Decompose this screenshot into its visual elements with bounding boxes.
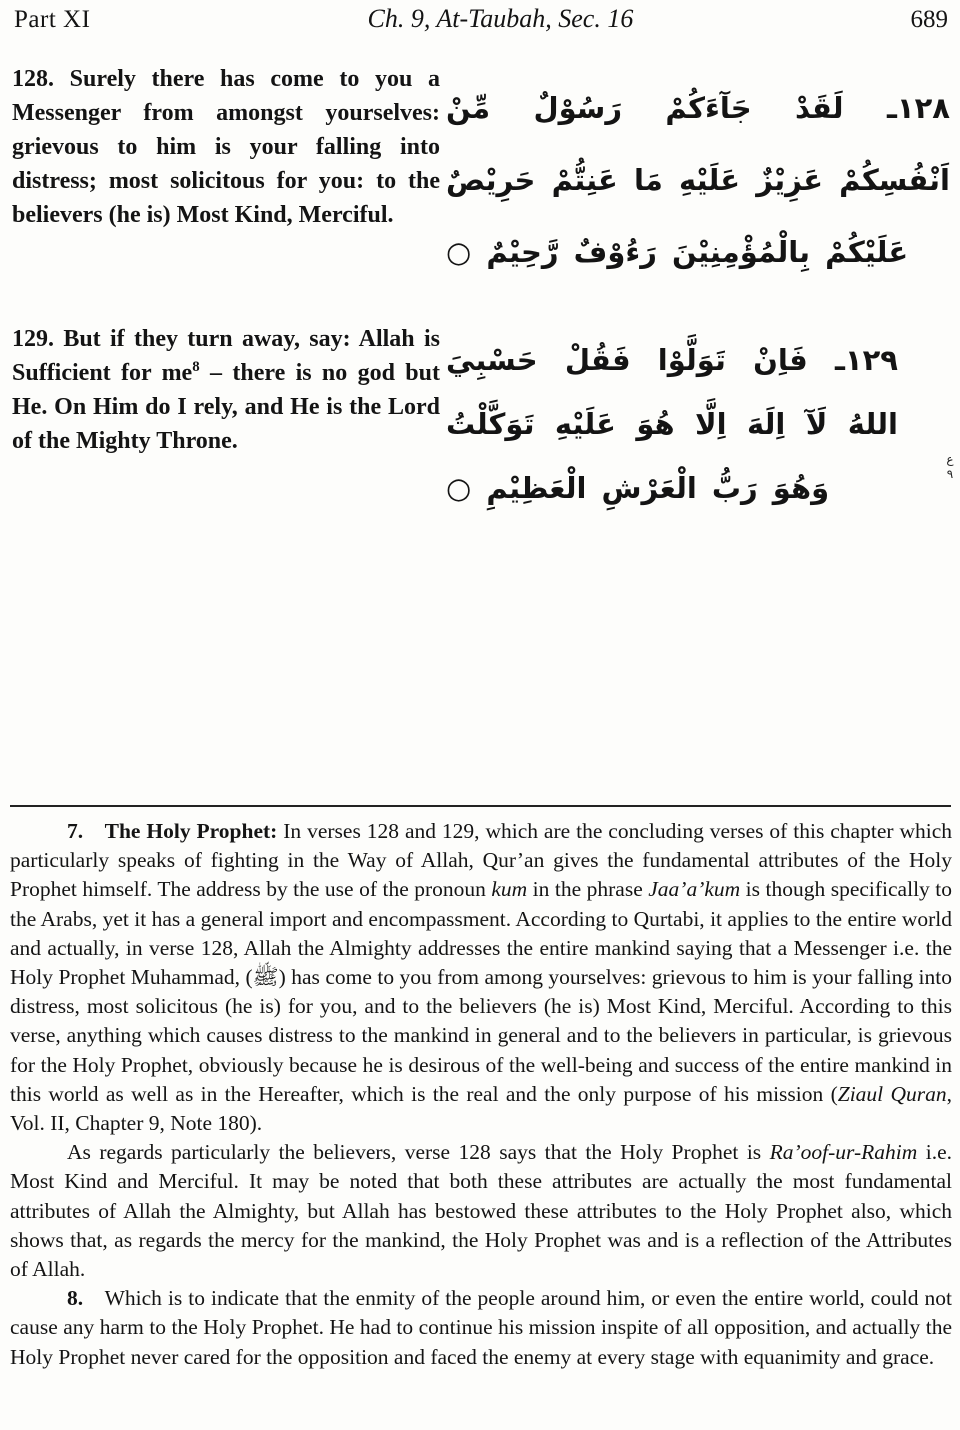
verse-129-arabic: ١٢٩ـ فَاِنْ تَوَلَّوْا فَقُلْ حَسْبِيَ اللهُ لَآ اِلَهَ اِلَّا هُوَ عَلَيْهِ تَوَكَّلْتُ وَهُوَ رَبُّ الْعَرْشِ الْعَظِيْمِ ○ (446, 343, 898, 505)
footnote-divider (10, 805, 951, 807)
ruku-margin-marker (942, 452, 958, 482)
page-number: 689 (910, 6, 948, 33)
page-header (14, 4, 948, 34)
verse-129-translation: 129. But if they turn away, say: Allah is Sufficient for $me^8$ – there is no god but He. On Him do I rely, and He is the Lord of the Mighty Throne. (12, 326, 440, 454)
verse-128-row (12, 62, 950, 288)
footnote-7: 7. The Holy Prophet: In verses 128 and 129, which are the concluding verses of this chapter which particularly speaks of fighting in the Way of Allah, Qur’an gives the fundamental attributes of the Holy Prophet himself. The address by the use of the pronoun kum in the phrase Jaa’a’kum is though specifically to the Arabs, yet it has a general import and encompassment. According to Qurtabi, it applies to the entire world and actually, in verse 128, Allah the Almighty addresses the entire mankind saying that a Messenger i.e. the Holy Prophet Muhammad, (ﷺ) has come to you from among yourselves: grievous to him is your falling into distress, most solicitous (he is) for you, and to the believers (he is) Most Kind, Merciful. According to this verse, anything which causes distress to the mankind in general and to the believers in particular, is grievous for the Holy Prophet, obviously because he is desirous of the well-being and success of the entire mankind in this world as well as in the Hereafter, which is the real and the only purpose of his mission (Ziaul Quran, Vol. II, Chapter 9, Note 180). (10, 819, 952, 1136)
verse-129-row (12, 322, 950, 520)
footnote-7-continued: As regards particularly the believers, verse 128 says that the Holy Prophet is Ra’oof-ur-Rahim i.e. Most Kind and Merciful. It may be noted that both these attributes are actually the most fundamental attributes of Allah the Almighty, but Allah has bestowed these attributes to the Holy Prophet also, which shows that, as regards the mercy for the mankind, the Holy Prophet was and is a reflection of the Attributes of Allah. (10, 1140, 952, 1282)
footnote-8: 8. Which is to indicate that the enmity of the people around him, or even the entire world, could not cause any harm to the Holy Prophet. He had to continue his mission inspite of all opposition, and actually the Holy Prophet never cared for the opposition and faced the enemy at every stage with equanimity and grace. (10, 1286, 952, 1369)
ruku-marker-letter: ع (946, 452, 954, 466)
verse-128-translation: 128. Surely there has come to you a Messenger from amongst yourselves: grievous to him is your falling into distress; most solicitous for you: to the believers (he is) Most Kind, Merciful. (12, 66, 440, 228)
chapter-heading: Ch. 9, At-Taubah, Sec. 16 (367, 4, 634, 33)
verse-128-arabic: ١٢٨ـ لَقَدْ جَآءَكُمْ رَسُوْلٌ مِّنْ اَنْفُسِكُمْ عَزِيْزٌ عَلَيْهِ مَا عَنِتُّمْ حَرِيْصٌ عَلَيْكُمْ بِالْمُؤْمِنِيْنَ رَءُوْفٌ رَّحِيْمٌ ○ (446, 91, 950, 269)
footnotes-section (10, 817, 952, 1372)
part-label: Part XI (14, 6, 91, 33)
ruku-marker-number: ٩ (946, 467, 954, 481)
verses-section (12, 62, 950, 554)
